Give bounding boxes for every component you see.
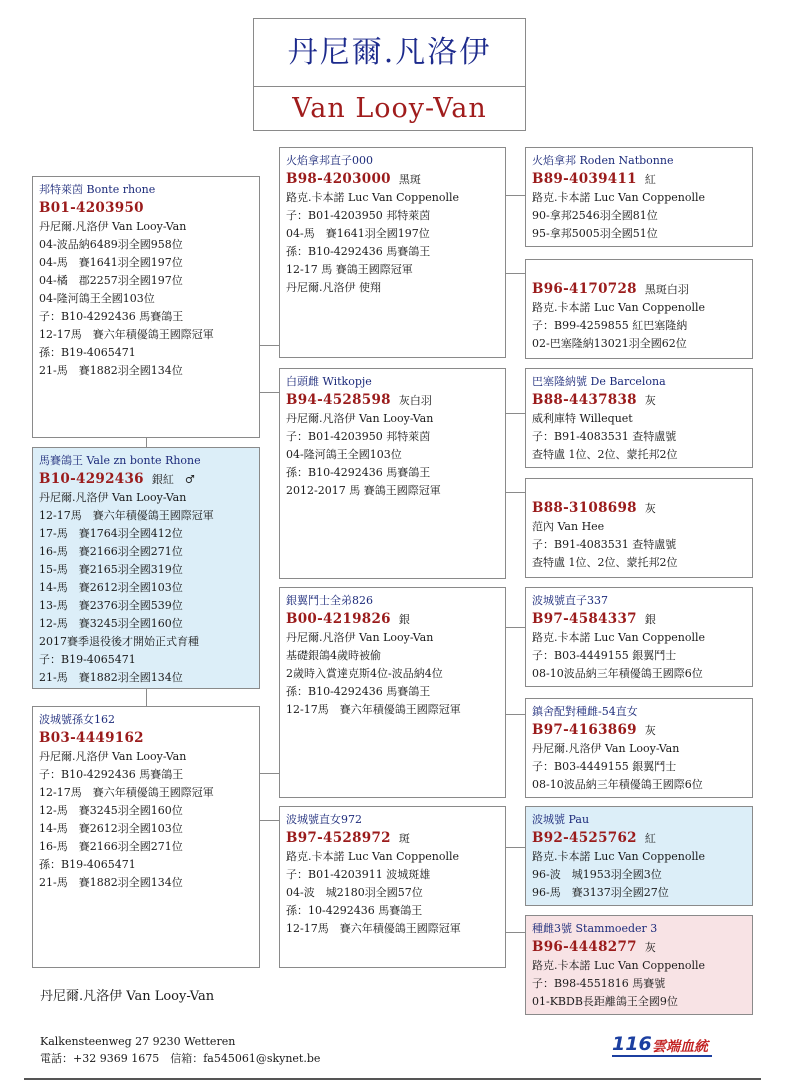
connector-dd-dds [505,847,525,848]
info-line: 基礎銀鴿4歲時被偷 [286,649,381,662]
info-line: 2012-2017 馬 賽鴿王國際冠軍 [286,484,441,497]
info-line: 子：B19-4065471 [39,653,136,666]
info-line: 95-拿邦5005羽全國51位 [532,227,658,240]
pedigree-box-dam-sire [279,587,506,798]
connector-dd-ddd [505,932,525,933]
info-line: 12-17馬 賽六年積優鴿王國際冠軍 [286,922,461,935]
info-line: 2017賽季退役後才開始正式育種 [39,635,199,648]
info-line: 丹尼爾.凡洛伊 使翔 [286,281,381,294]
info-line: 丹尼爾.凡洛伊 Van Looy-Van [286,412,434,425]
pigeon-color: 黑斑白羽 [644,283,689,296]
pigeon-color: 灰 [644,394,656,407]
connector-sd-sds [505,413,525,414]
pigeon-color: 銀紅 ♂ [151,473,195,486]
info-line: 02-巴塞隆納13021羽全國62位 [532,337,687,350]
info-line: 路克.卡本諾 Luc Van Coppenolle [532,850,705,863]
info-line: 21-馬 賽1882羽全國134位 [39,876,183,889]
pigeon-color: 斑 [398,832,410,845]
ring-number: B96-4448277 灰 [532,939,656,955]
contact-block [40,1033,320,1067]
info-line: 12-17馬 賽六年積優鴿王國際冠軍 [39,328,214,341]
pigeon-color: 黑斑 [398,173,421,186]
info-line: 04-波 城2180羽全國57位 [286,886,423,899]
ring-number: B88-4437838 灰 [532,392,656,408]
info-line: 路克.卡本諾 Luc Van Coppenolle [532,959,705,972]
info-line: 08-10波品納三年積優鴿王國際6位 [532,778,703,791]
info-line: 丹尼爾.凡洛伊 Van Looy-Van [39,750,187,763]
info-line: 丹尼爾.凡洛伊 Van Looy-Van [39,491,187,504]
pigeon-color: 灰 [644,502,656,515]
pigeon-color: 灰 [644,941,656,954]
info-line: 12-馬 賽3245羽全國160位 [39,804,183,817]
info-line: 04-波品納6489羽全國958位 [39,238,183,251]
ring-number: B03-4449162 [39,730,144,746]
connector-ds-dsd [505,714,525,715]
pigeon-color: 銀 [644,613,656,626]
ring-number: B94-4528598 灰白羽 [286,392,432,408]
info-line: 16-馬 賽2166羽全國271位 [39,840,183,853]
info-line: 16-馬 賽2166羽全國271位 [39,545,183,558]
pigeon-name: 波城號直子337 [532,594,608,607]
contact-line: 電話：+32 9369 1675 信箱：fa545061@skynet.be [40,1052,321,1065]
info-line: 丹尼爾.凡洛伊 Van Looy-Van [286,631,434,644]
pigeon-name: 波城號孫女162 [39,713,115,726]
info-line: 子：B91-4083531 查特盧號 [532,538,677,551]
connector-subject-ss [259,345,279,346]
info-line: 12-17馬 賽六年積優鴿王國際冠軍 [39,509,214,522]
info-line: 15-馬 賽2165羽全國319位 [39,563,183,576]
info-line: 子：B98-4551816 馬賽號 [532,977,666,990]
pedigree-box-dsd [525,698,753,798]
info-line: 子：B91-4083531 查特盧號 [532,430,677,443]
info-line: 孫：B10-4292436 馬賽鴿王 [286,245,431,258]
logo-number: 116 [612,1033,652,1055]
info-line: 路克.卡本諾 Luc Van Coppenolle [532,301,705,314]
pedigree-box-dam [32,706,260,968]
info-line: 90-拿邦2546羽全國81位 [532,209,658,222]
pigeon-color: 銀 [398,613,410,626]
info-line: 21-馬 賽1882羽全國134位 [39,671,183,684]
owner-name: 丹尼爾.凡洛伊 Van Looy-Van [40,989,215,1004]
info-line: 12-17 馬 賽鴿王國際冠軍 [286,263,413,276]
info-line: 14-馬 賽2612羽全國103位 [39,581,183,594]
info-line: 丹尼爾.凡洛伊 Van Looy-Van [532,742,680,755]
info-line: 96-波 城1953羽全國3位 [532,868,662,881]
info-line: 孫：B19-4065471 [39,858,136,871]
ring-number: B00-4219826 銀 [286,611,410,627]
bottom-divider [24,1078,761,1080]
info-line: 子：B03-4449155 銀翼鬥士 [532,649,677,662]
info-line: 12-17馬 賽六年積優鴿王國際冠軍 [286,703,461,716]
info-line: 孫：B19-4065471 [39,346,136,359]
ring-number: B88-3108698 灰 [532,500,656,516]
info-line: 04-隆河鴿王全國103位 [39,292,155,305]
info-line: 04-橘 郡2257羽全國197位 [39,274,183,287]
info-line: 12-馬 賽3245羽全國160位 [39,617,183,630]
ring-number: B97-4528972 斑 [286,830,410,846]
info-line: 查特盧 1位、2位、蒙托邦2位 [532,556,678,569]
connector-sire-dam [146,688,147,706]
pedigree-box-sire-sire [279,147,506,358]
info-line: 路克.卡本諾 Luc Van Coppenolle [286,850,459,863]
info-line: 96-馬 賽3137羽全國27位 [532,886,669,899]
pigeon-name: 種雌3號 Stammoeder 3 [532,922,658,935]
info-line: 子：B10-4292436 馬賽鴿王 [39,768,184,781]
info-line: 04-隆河鴿王全國103位 [286,448,402,461]
info-line: 12-17馬 賽六年積優鴿王國際冠軍 [39,786,214,799]
info-line: 孫：B10-4292436 馬賽鴿王 [286,466,431,479]
info-line: 子：B99-4259855 紅巴塞隆納 [532,319,688,332]
pedigree-box-dds [525,806,753,906]
pedigree-box-dam-dam [279,806,506,968]
pedigree-box-subject [32,176,260,438]
info-line: 14-馬 賽2612羽全國103位 [39,822,183,835]
connector-sd-sdd [505,492,525,493]
ring-number: B98-4203000 黑斑 [286,171,421,187]
connector-ss-ssd [505,273,525,274]
pigeon-name: 波城號 Pau [532,813,590,826]
connector-ss-sss [505,195,525,196]
pedigree-box-sss [525,147,753,247]
pigeon-name: 波城號直女972 [286,813,362,826]
pigeon-color: 紅 [644,832,656,845]
ring-number: B01-4203950 [39,200,144,216]
info-line: 子：B01-4203911 波城斑雄 [286,868,431,881]
pigeon-name: 火焰拿邦直子000 [286,154,373,167]
pedigree-box-dss [525,587,753,687]
info-line: 范內 Van Hee [532,520,605,533]
connector-dam-dd [259,820,279,821]
info-line: 04-馬 賽1641羽全國197位 [286,227,430,240]
ring-number: B96-4170728 黑斑白羽 [532,281,689,297]
ring-number: B92-4525762 紅 [532,830,656,846]
info-line: 子：B01-4203950 邦特萊茵 [286,209,431,222]
info-line: 丹尼爾.凡洛伊 Van Looy-Van [39,220,187,233]
pigeon-name: 銀翼鬥士全弟826 [286,594,373,607]
pigeon-name: 巴塞隆納號 De Barcelona [532,375,666,388]
pigeon-name: 馬賽鴿王 Vale zn bonte Rhone [39,454,201,467]
info-line: 13-馬 賽2376羽全國539位 [39,599,183,612]
pedigree-box-sire [32,447,260,689]
pedigree-box-sds [525,368,753,468]
info-line: 21-馬 賽1882羽全國134位 [39,364,183,377]
address-line: Kalkensteenweg 27 9230 Wetteren [40,1035,236,1048]
info-line: 08-10波品納三年積優鴿王國際6位 [532,667,703,680]
pedigree-box-sire-dam [279,368,506,579]
pedigree-box-ddd [525,915,753,1015]
info-line: 子：B10-4292436 馬賽鴿王 [39,310,184,323]
pigeon-color: 灰白羽 [398,394,432,407]
info-line: 路克.卡本諾 Luc Van Coppenolle [532,191,705,204]
info-line: 17-馬 賽1764羽全國412位 [39,527,183,540]
info-line: 孫：10-4292436 馬賽鴿王 [286,904,423,917]
info-line: 01-KBDB長距離鴿王全國9位 [532,995,678,1008]
info-line: 查特盧 1位、2位、蒙托邦2位 [532,448,678,461]
pigeon-name: 火焰拿邦 Roden Natbonne [532,154,674,167]
header-title-cn: 丹尼爾.凡洛伊 [287,35,492,70]
info-line: 2歲時入賞達克斯4位-波品納4位 [286,667,443,680]
info-line: 路克.卡本諾 Luc Van Coppenolle [286,191,459,204]
pigeon-name: 鎮舍配對種雌-54直女 [532,705,638,718]
header-divider [254,86,525,87]
connector-subject-sd [259,392,279,393]
brand-logo [612,1033,722,1057]
ring-number: B89-4039411 紅 [532,171,656,187]
info-line: 04-馬 賽1641羽全國197位 [39,256,183,269]
pigeon-color: 灰 [644,724,656,737]
header-title-en: Van Looy-Van [292,93,487,124]
header-box [253,18,526,131]
connector-ds-dss [505,627,525,628]
logo-text: 雲端血統 [652,1039,708,1055]
pedigree-box-ssd [525,259,753,359]
logo-underline [612,1055,712,1057]
ring-number: B97-4584337 銀 [532,611,656,627]
info-line: 子：B03-4449155 銀翼鬥士 [532,760,677,773]
info-line: 路克.卡本諾 Luc Van Coppenolle [532,631,705,644]
info-line: 子：B01-4203950 邦特萊茵 [286,430,431,443]
pigeon-color: 紅 [644,173,656,186]
pigeon-name: 白頭雌 Witkopje [286,375,372,388]
info-line: 威利庫特 Willequet [532,412,633,425]
pedigree-box-sdd [525,478,753,578]
info-line: 孫：B10-4292436 馬賽鴿王 [286,685,431,698]
pigeon-name: 邦特萊茵 Bonte rhone [39,183,156,196]
connector-dam-ds [259,773,279,774]
ring-number: B97-4163869 灰 [532,722,656,738]
ring-number: B10-4292436 銀紅 ♂ [39,471,195,487]
